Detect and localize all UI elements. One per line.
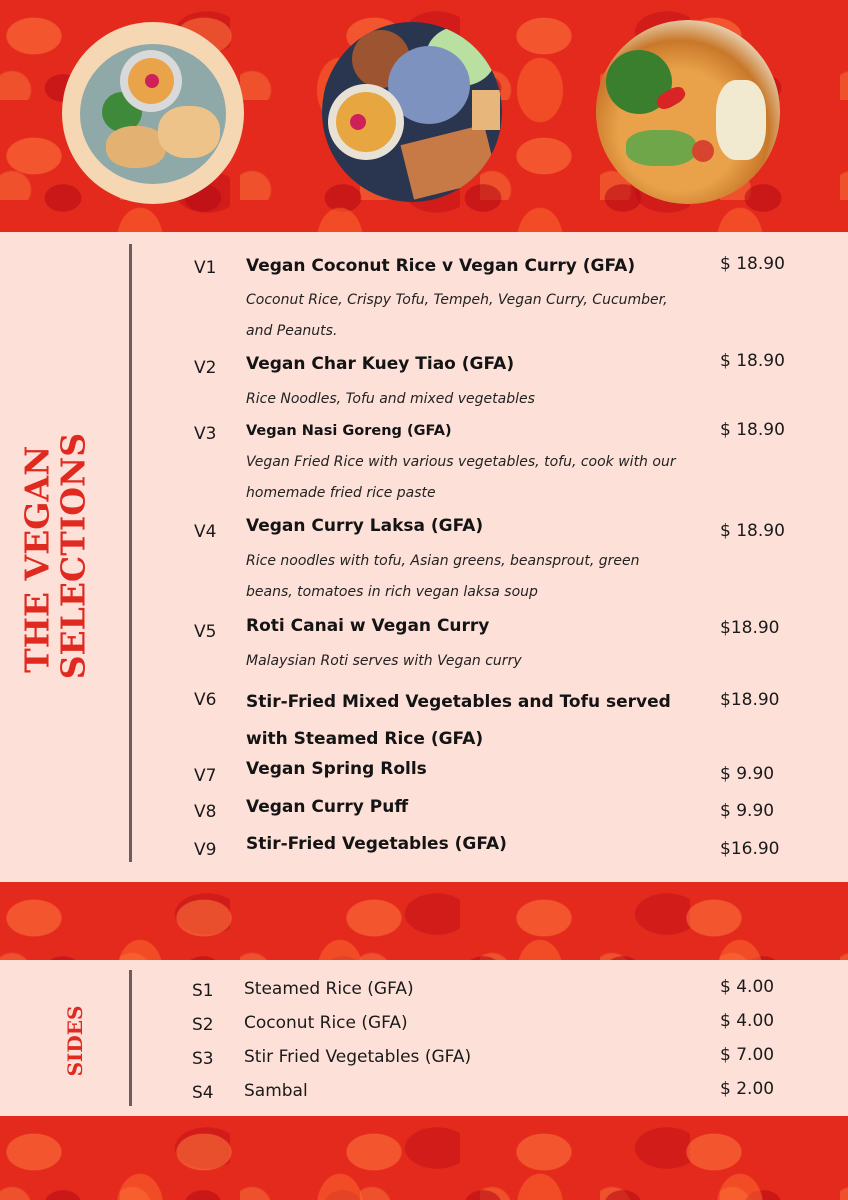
item-name: Vegan Curry Puff	[246, 797, 409, 817]
item-price: $18.90	[720, 618, 780, 638]
divider-pattern	[0, 882, 848, 960]
section-title-vegan: THE VEGAN SELECTIONS	[17, 432, 93, 680]
food-photo-laksa	[596, 20, 780, 204]
side-price: $ 4.00	[720, 1011, 775, 1031]
item-price: $18.90	[720, 690, 780, 710]
side-name: Sambal	[244, 1081, 308, 1101]
side-code: S1	[192, 981, 214, 1001]
item-description: Rice noodles with tofu, Asian greens, beansprout, green beans, tomatoes in rich vegan laksa soup	[246, 553, 640, 600]
food-photo-nasi-lemak	[322, 22, 502, 202]
food-photo-curry-roti	[62, 22, 244, 204]
item-name: Vegan Spring Rolls	[246, 759, 427, 779]
side-price: $ 2.00	[720, 1079, 775, 1099]
item-code: V7	[194, 766, 217, 786]
side-price: $ 7.00	[720, 1045, 775, 1065]
side-name: Steamed Rice (GFA)	[244, 979, 414, 999]
item-price: $ 18.90	[720, 521, 785, 541]
side-name: Coconut Rice (GFA)	[244, 1013, 408, 1033]
item-price: $ 18.90	[720, 351, 785, 371]
item-code: V3	[194, 424, 217, 444]
section-title-sides: SIDES	[63, 1005, 87, 1077]
divider-line	[129, 244, 132, 862]
item-description: Malaysian Roti serves with Vegan curry	[246, 653, 522, 669]
item-name: Vegan Char Kuey Tiao (GFA)	[246, 354, 515, 374]
side-name: Stir Fried Vegetables (GFA)	[244, 1047, 472, 1067]
item-name: Stir-Fried Vegetables (GFA)	[246, 834, 507, 854]
item-name: Vegan Curry Laksa (GFA)	[246, 516, 484, 536]
item-name: Roti Canai w Vegan Curry	[246, 616, 490, 636]
item-code: V9	[194, 840, 217, 860]
item-price: $16.90	[720, 839, 780, 859]
item-price: $ 9.90	[720, 801, 775, 821]
item-code: V6	[194, 690, 217, 710]
side-code: S2	[192, 1015, 214, 1035]
item-code: V8	[194, 802, 217, 822]
item-description: Coconut Rice, Crispy Tofu, Tempeh, Vegan Curry, Cucumber, and Peanuts.	[246, 292, 668, 339]
item-code: V5	[194, 622, 217, 642]
footer-pattern	[0, 1116, 848, 1200]
item-name: Stir-Fried Mixed Vegetables and Tofu served with Steamed Rice (GFA)	[246, 692, 671, 749]
divider-line	[129, 970, 132, 1106]
item-price: $ 9.90	[720, 764, 775, 784]
side-code: S4	[192, 1083, 214, 1103]
side-price: $ 4.00	[720, 977, 775, 997]
vegan-menu-panel	[0, 232, 848, 882]
side-code: S3	[192, 1049, 214, 1069]
item-price: $ 18.90	[720, 254, 785, 274]
item-description: Rice Noodles, Tofu and mixed vegetables	[246, 391, 535, 407]
item-name: Vegan Nasi Goreng (GFA)	[246, 423, 452, 439]
item-code: V1	[194, 258, 217, 278]
item-code: V4	[194, 522, 217, 542]
item-price: $ 18.90	[720, 420, 785, 440]
item-code: V2	[194, 358, 217, 378]
item-description: Vegan Fried Rice with various vegetables, tofu, cook with our homemade fried rice paste	[246, 454, 676, 501]
item-name: Vegan Coconut Rice v Vegan Curry (GFA)	[246, 256, 636, 276]
sides-menu-panel	[0, 960, 848, 1116]
